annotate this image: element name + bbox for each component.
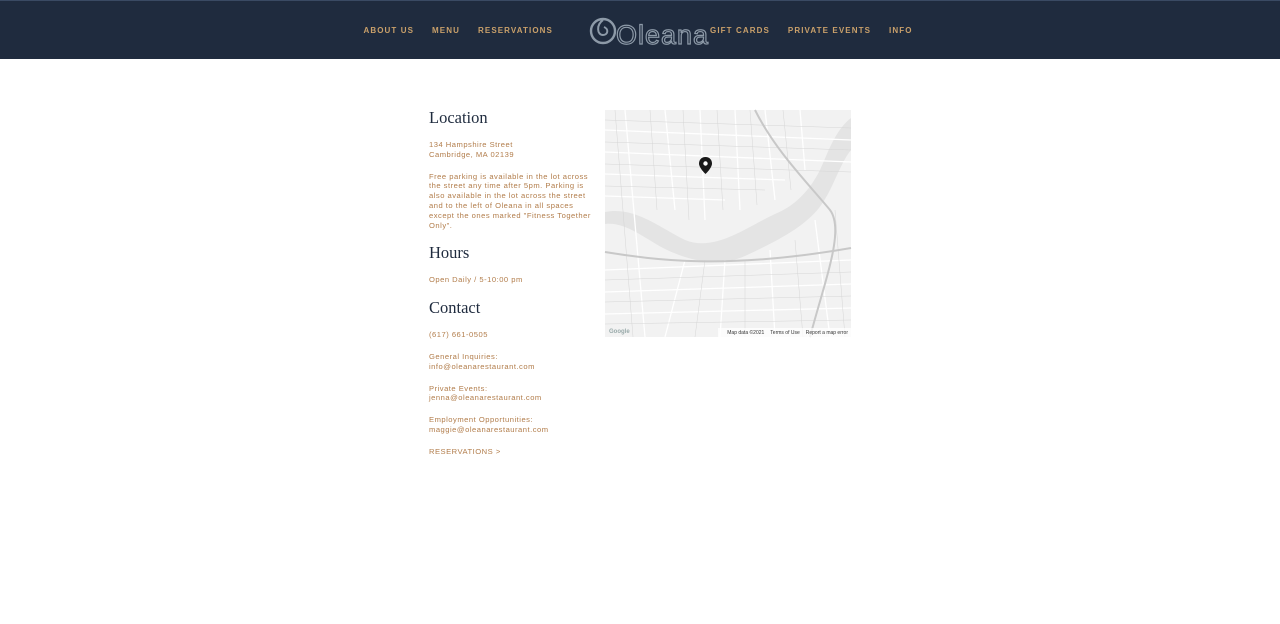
nav-info[interactable]: INFO: [889, 26, 913, 35]
general-inquiries-label: General Inquiries:: [429, 351, 498, 361]
map-brand: Google: [609, 329, 630, 335]
private-events-label: Private Events:: [429, 383, 488, 393]
map-data-credit: Map data ©2021: [727, 329, 765, 336]
address-line-1: 134 Hampshire Street: [429, 140, 513, 149]
contact-heading: Contact: [429, 298, 481, 318]
nav-reservations[interactable]: RESERVATIONS: [478, 26, 553, 35]
nav-menu[interactable]: MENU: [432, 26, 460, 35]
nav-gift-cards[interactable]: GIFT CARDS: [710, 26, 770, 35]
nav-about-us[interactable]: ABOUT US: [363, 26, 415, 35]
location-heading: Location: [429, 108, 488, 127]
nav-right: [710, 1, 922, 60]
nav-left: [363, 1, 562, 60]
parking-info: Free parking is available in the lot across the street any time after 5pm. Parking is also available in the lot across the street and to the left of Oleana in all spaces except the ones marked "Fitness Together Only".: [429, 171, 591, 230]
phone-link[interactable]: (617) 661-0505: [429, 330, 488, 340]
map-canvas[interactable]: [605, 110, 851, 337]
address-line-2: Cambridge, MA 02139: [429, 149, 515, 159]
map-footer: [718, 328, 851, 337]
employment-label: Employment Opportunities:: [429, 415, 534, 425]
hours-heading: Hours: [429, 243, 470, 263]
nav-private-events[interactable]: PRIVATE EVENTS: [787, 26, 872, 35]
site-header: [0, 0, 1280, 59]
location-map[interactable]: [605, 110, 851, 337]
hours-text: Open Daily / 5-10:00 pm: [429, 275, 523, 285]
private-email-link[interactable]: jenna@oleanarestaurant.com: [429, 393, 542, 403]
map-terms-link[interactable]: Terms of Use: [770, 329, 800, 336]
info-column: [429, 108, 599, 457]
logo-mark: [588, 13, 710, 50]
reservations-link[interactable]: RESERVATIONS >: [429, 446, 501, 456]
map-report-link[interactable]: Report a map error: [805, 329, 848, 336]
employment-email-link[interactable]: maggie@oleanarestaurant.com: [429, 424, 549, 434]
general-email-link[interactable]: info@oleanarestaurant.com: [429, 361, 535, 371]
phone-number[interactable]: [429, 330, 599, 340]
logo-text: Oleana: [616, 20, 710, 50]
oleana-logo[interactable]: [588, 13, 710, 50]
